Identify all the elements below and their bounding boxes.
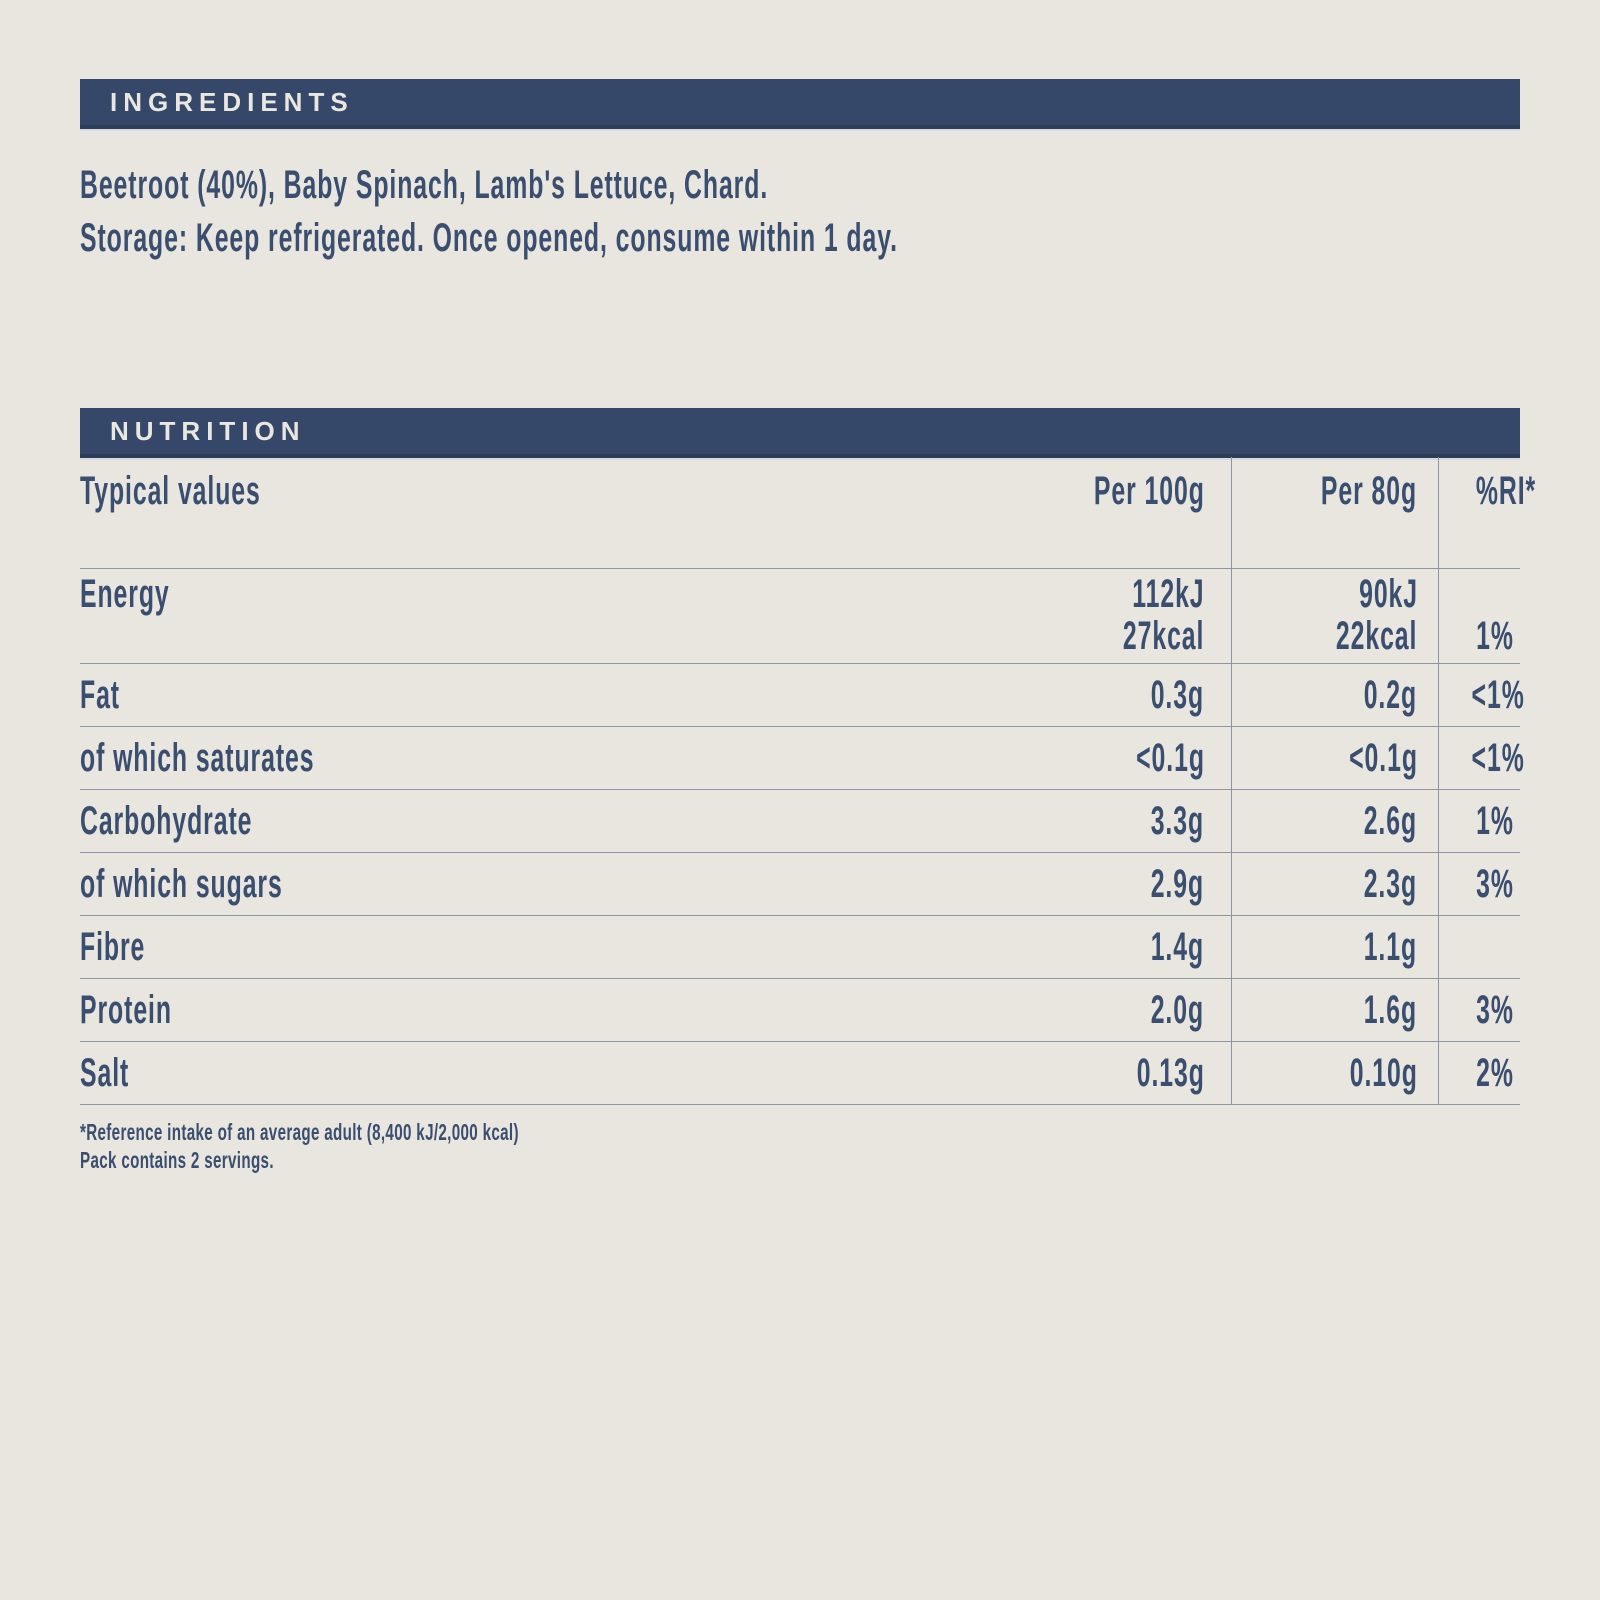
nutrient-label: Salt (80, 1050, 130, 1095)
column-header-typical-values: Typical values (80, 469, 261, 513)
value-per-100g: 112kJ 27kcal (800, 568, 1231, 663)
nutrition-header-label: NUTRITION (110, 415, 306, 446)
nutrient-label: of which saturates (80, 735, 315, 780)
column-header-per-100g: Per 100g (800, 457, 1231, 568)
table-row (80, 1041, 1520, 1104)
table-row (80, 852, 1520, 915)
nutrient-label: Fat (80, 672, 120, 717)
value-per-80g: 2.6g (1231, 789, 1438, 852)
value-per-80g: <0.1g (1231, 726, 1438, 789)
value-per-100g: 1.4g (800, 915, 1231, 978)
value-ri-percent: 1% (1476, 613, 1514, 658)
value-ri-percent: 3% (1476, 987, 1514, 1032)
table-row (80, 568, 1520, 663)
value-per-100g: <0.1g (800, 726, 1231, 789)
servings-note: Pack contains 2 servings. (80, 1147, 274, 1173)
value-ri-percent: 1% (1476, 798, 1514, 843)
column-header-per-80g: Per 80g (1231, 457, 1438, 568)
value-ri-percent: <1% (1471, 735, 1525, 780)
table-row (80, 726, 1520, 789)
value-per-100g: 3.3g (800, 789, 1231, 852)
value-ri-percent (1438, 915, 1520, 978)
ingredients-list-line (80, 159, 1399, 212)
table-row (80, 915, 1520, 978)
value-per-80g: 2.3g (1231, 852, 1438, 915)
table-header-row (80, 457, 1520, 568)
table-row (80, 978, 1520, 1041)
value-ri-percent: 3% (1476, 861, 1514, 906)
value-per-100g: 0.13g (800, 1041, 1231, 1104)
value-per-100g: 2.9g (800, 852, 1231, 915)
value-ri-percent: <1% (1471, 672, 1525, 717)
ingredients-header-label: INGREDIENTS (110, 86, 354, 117)
reference-intake-note: *Reference intake of an average adult (8,400 kJ/2,000 kcal) (80, 1119, 519, 1145)
column-header-ri-percent: %RI* (1475, 469, 1536, 513)
nutrient-label: Protein (80, 987, 172, 1032)
value-per-80g: 1.1g (1231, 915, 1438, 978)
nutrient-label: Carbohydrate (80, 798, 253, 843)
ingredients-text-block (80, 159, 1399, 265)
nutrient-label: Fibre (80, 924, 146, 969)
table-row (80, 663, 1520, 726)
value-ri-percent: 2% (1476, 1050, 1514, 1095)
ingredients-section-header (80, 79, 1520, 129)
value-per-80g: 0.2g (1231, 663, 1438, 726)
value-per-100g: 2.0g (800, 978, 1231, 1041)
table-row (80, 789, 1520, 852)
nutrient-label: of which sugars (80, 861, 283, 906)
nutrient-label: Energy (80, 571, 170, 616)
value-per-80g: 90kJ 22kcal (1231, 568, 1438, 663)
storage-label: Storage: (80, 216, 189, 260)
table-footnotes (80, 1118, 745, 1174)
value-per-80g: 0.10g (1231, 1041, 1438, 1104)
nutrition-section-header (80, 408, 1520, 458)
nutrition-table (80, 457, 1536, 1105)
storage-line (80, 212, 1399, 265)
value-per-100g: 0.3g (800, 663, 1231, 726)
value-per-80g: 1.6g (1231, 978, 1438, 1041)
storage-text: Keep refrigerated. Once opened, consume within 1 day. (195, 216, 898, 260)
ingredients-list: Beetroot (40%), Baby Spinach, Lamb's Lettuce, Chard. (80, 163, 769, 207)
